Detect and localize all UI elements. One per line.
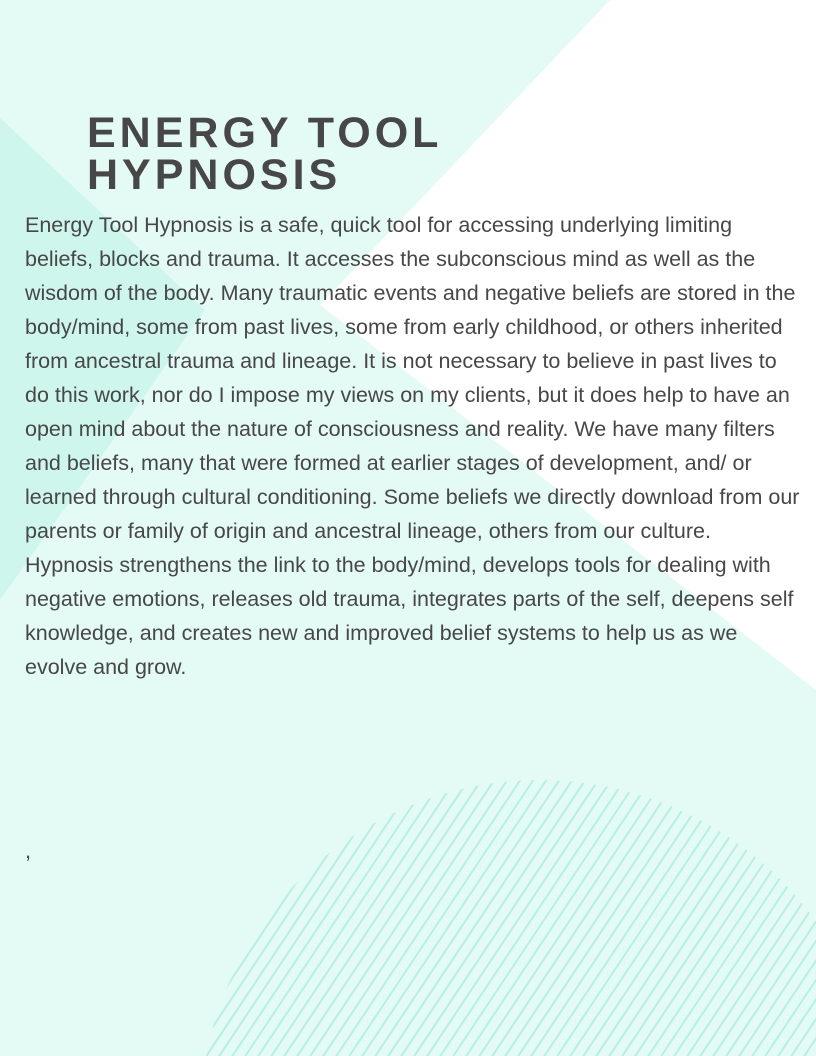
page-title [87, 109, 443, 199]
title-line-2: HYPNOSIS [87, 151, 342, 199]
title-line-1: ENERGY TOOL [87, 109, 443, 157]
body-paragraph: Energy Tool Hypnosis is a safe, quick tool for accessing underlying limiting beliefs, blocks and trauma. It accesses the subconscious mind as well as the wisdom of the body. Many traumatic events and negative beliefs are stored in the body/mind, some from past lives, some from early childhood, or others inherited from ancestral trauma and lineage. It is not necessary to believe in past lives to do this work, nor do I impose my views on my clients, but it does help to have an open mind about the nature of consciousness and reality. We have many filters and beliefs, many that were formed at earlier stages of development, and/ or learned through cultural conditioning. Some beliefs we directly download from our parents or family of origin and ancestral lineage, others from our culture. Hypnosis strengthens the link to the body/mind, develops tools for dealing with negative emotions, releases old trauma, integrates parts of the self, deepens self knowledge, and creates new and improved belief systems to help us as we evolve and grow. [25, 213, 800, 679]
trailing-comma: , [25, 838, 32, 863]
